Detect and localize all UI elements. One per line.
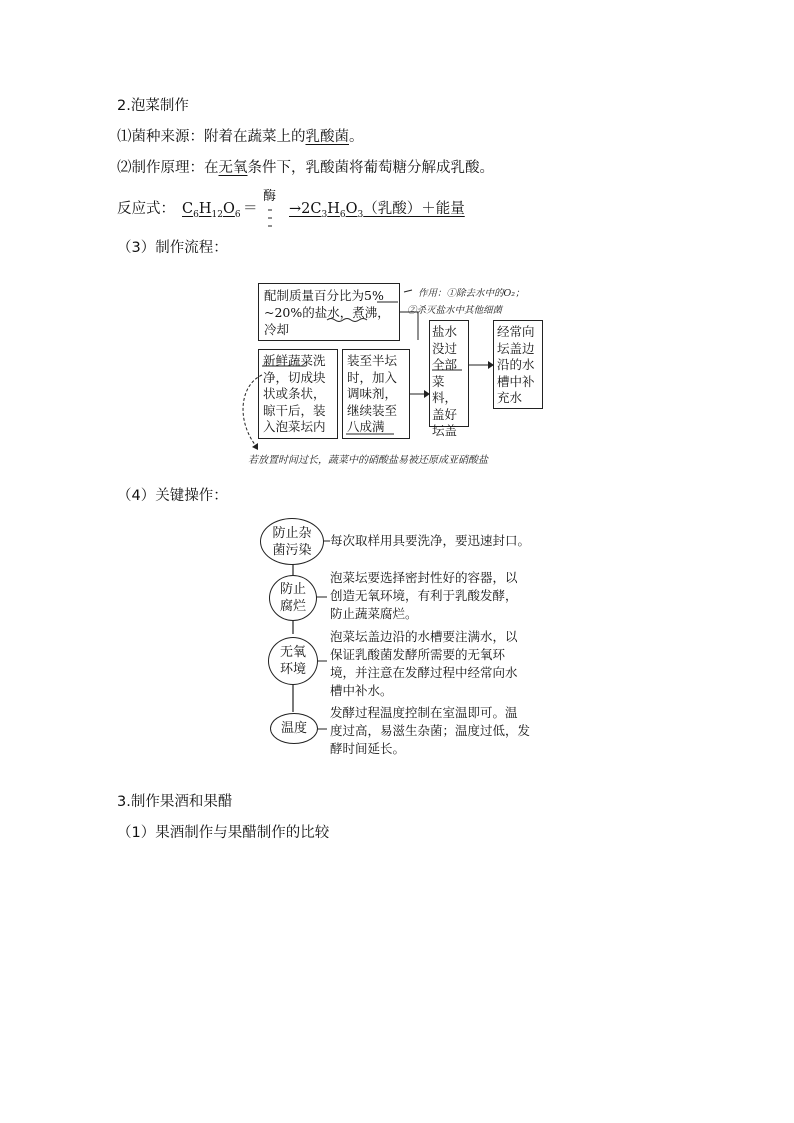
cover-line: 没过 [432, 340, 458, 356]
op-desc-line: 泡菜坛盖边沿的水槽要注满水，以 [330, 629, 518, 644]
section3-sub1: （1）果酒制作与果醋制作的比较 [117, 825, 330, 841]
water-line: 槽中补 [497, 373, 535, 389]
op-desc-line: 泡菜坛要选择密封性好的容器，以 [330, 570, 518, 585]
fill-line: 八成满 [347, 419, 385, 434]
formula-product: $\to 2C_3H_6O_3$（乳酸）＋能量 [289, 201, 465, 220]
op-desc-line: 创造无氧环境，有利于乳酸发酵， [330, 588, 518, 603]
cover-line: 坛盖 [432, 423, 458, 438]
op-desc-anaerobic [330, 628, 518, 700]
fill-line: 继续装至 [347, 402, 398, 418]
principle-rest: 条件下，乳酸菌将葡萄糖分解成乳酸。 [247, 160, 494, 176]
cover-line: 盐水 [432, 324, 458, 339]
culture-source-term: 乳酸菌 [305, 129, 349, 145]
water-line: 坛盖边 [497, 340, 535, 356]
formula-equals: ＝ [243, 201, 258, 217]
veg-line: 状或条状， [263, 386, 326, 401]
op-name-line: 防止杂 [272, 525, 312, 541]
note-nitrite: 若放置时间过长，蔬菜中的硝酸盐易被还原成亚硝酸盐 [248, 455, 488, 466]
fill-line: 装至半坛 [347, 353, 398, 368]
principle-term: 无氧 [218, 160, 248, 176]
veg-line: 净，切成块 [263, 369, 326, 385]
op-anaerobic [268, 637, 318, 685]
op-desc-temperature [330, 704, 530, 758]
note-purpose-1: 作用：①除去水中的O₂； [418, 288, 525, 299]
op-desc-line: 发酵过程温度控制在室温即可。温 [330, 705, 518, 720]
op-desc-line: 酵时间延长。 [330, 741, 406, 756]
op-prevent-contamination [260, 518, 324, 565]
principle-prefix: ⑵制作原理：在 [117, 160, 219, 176]
op-desc-line: 保证乳酸菌发酵所需要的无氧环 [330, 647, 506, 662]
op-desc-line: 度过高，易滋生杂菌；温度过低，发 [330, 723, 531, 738]
brine-line-1: 配制质量百分比为5% [264, 288, 384, 303]
op-desc-contamination [330, 532, 530, 550]
fill-line: 时，加入 [347, 369, 398, 385]
section3-heading: 3.制作果酒和果醋 [117, 794, 233, 810]
op-name-line: 无氧 [279, 645, 306, 660]
cover-line: 全部 [432, 357, 458, 372]
cover-line: 盖好 [432, 406, 458, 422]
water-line: 沿的水 [497, 357, 535, 372]
op-temperature [270, 713, 318, 744]
op-name-line: 环境 [279, 662, 306, 677]
op-name-line: 腐烂 [279, 599, 306, 614]
op-desc-line: 防止蔬菜腐烂。 [330, 606, 418, 621]
cover-line: 菜料， [432, 373, 458, 405]
culture-source-end: 。 [349, 129, 364, 145]
veg-line: 入泡菜坛内 [263, 419, 326, 434]
op-name-line: 菌污染 [272, 542, 312, 558]
op-desc-line: 槽中补水。 [330, 683, 393, 698]
water-line: 经常向 [497, 324, 535, 339]
op-desc-line: 境，并注意在发酵过程中经常向水 [330, 665, 518, 680]
section2-heading: 2.泡菜制作 [117, 98, 189, 114]
formula-reactant: $C_6H_{12}O_6$ [182, 201, 241, 220]
veg-line: 晾干后，装 [263, 402, 326, 418]
note-purpose-2: ②杀灭盐水中其他细菌 [407, 305, 503, 316]
formula-enzyme: 酶 [263, 189, 277, 204]
water-line: 充水 [497, 390, 523, 405]
flow-heading: （3）制作流程： [117, 240, 228, 256]
op-name-line: 温度 [280, 721, 307, 736]
brine-line-3: 冷却 [264, 322, 290, 337]
formula-prefix: 反应式： [117, 201, 175, 217]
op-name-line: 防止 [279, 582, 306, 597]
key-heading: （4）关键操作： [117, 488, 228, 504]
fill-line: 调味剂， [347, 386, 398, 401]
brine-line-2: ~20%的盐水，煮沸， [264, 305, 390, 320]
culture-source-prefix: ⑴菌种来源：附着在蔬菜上的 [117, 129, 306, 145]
op-desc-rot [330, 569, 518, 623]
veg-line: 新鲜蔬菜洗 [263, 353, 326, 368]
op-desc-line: 每次取样用具要洗净，要迅速封口。 [330, 533, 531, 548]
op-prevent-rot [269, 575, 317, 621]
